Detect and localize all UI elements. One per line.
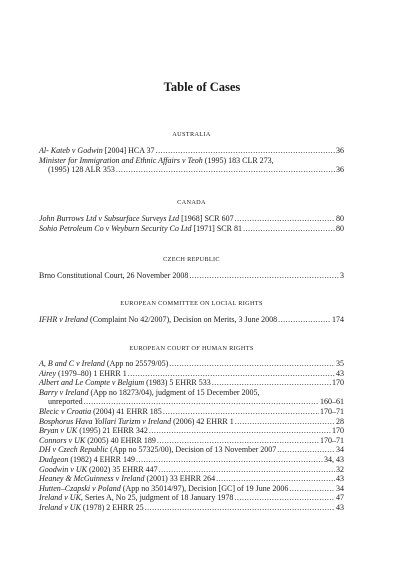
page-ref: 36 — [336, 146, 344, 155]
section-canada — [39, 198, 344, 233]
case-entry: Ireland v UK, Series A, No 25, judgment of 18 January 1978 ..... 47 — [39, 493, 344, 503]
page-title: Table of Cases — [163, 80, 241, 94]
section-heading: EUROPEAN COURT OF HUMAN RIGHTS — [129, 345, 254, 352]
case-entry: Airey (1979–80) 1 EHRR 1 ..... 43 — [39, 369, 344, 379]
page-ref: 80 — [336, 214, 344, 223]
case-entry: Bosphorus Hava Yollari Turizm v Ireland (2006) 42 EHRR 1 ..... 28 — [39, 417, 344, 427]
section-echr — [39, 344, 344, 513]
case-entry: Albert and Le Compte v Belgium (1983) 5 EHRR 533 ..... 170 — [39, 378, 344, 388]
page-ref: 43 — [336, 474, 344, 484]
section-heading: AUSTRALIA — [172, 131, 211, 138]
page-ref: 32 — [336, 464, 344, 474]
page-ref: 170 — [332, 426, 344, 436]
page-ref: 3 — [340, 271, 344, 280]
page-ref: 160–61 — [320, 397, 344, 407]
section-european-committee — [39, 299, 344, 325]
page-ref: 36 — [336, 165, 344, 175]
page-ref: 28 — [336, 416, 344, 426]
case-entry: Connors v UK (2005) 40 EHRR 189 ..... 170–71 — [39, 436, 344, 446]
section-czech-republic — [39, 255, 344, 281]
case-entry: Barry v Ireland (App no 18273/04), judgment of 15 December 2005, unreported ..... 160–61 — [39, 388, 344, 407]
case-entry: DH v Czech Republic (App no 57325/00), Decision of 13 November 2007 ..... 34 — [39, 445, 344, 455]
case-entry: Sohio Petroleum Co v Weyburn Security Co Ltd [1971] SCR 81 ..... 80 — [39, 224, 344, 234]
page-ref: 35 — [336, 359, 344, 368]
case-entry: A, B and C v Ireland (App no 25579/05) ..... 35 — [39, 359, 344, 369]
case-entry: Blecic v Croatia (2004) 41 EHRR 185 ..... 170–71 — [39, 407, 344, 417]
section-heading: EUROPEAN COMMITTEE ON LOCIAL RIGHTS — [120, 300, 263, 307]
section-heading: CANADA — [177, 199, 206, 206]
page-ref: 170 — [332, 378, 344, 388]
page-ref: 80 — [336, 223, 344, 233]
case-entry: Heaney & McGuinness v Ireland (2001) 33 EHRR 264 ..... 43 — [39, 474, 344, 484]
case-entry: John Burrows Ltd v Subsurface Surveys Ltd [1968] SCR 607 ..... 80 — [39, 214, 344, 224]
page-ref: 43 — [336, 368, 344, 378]
case-entry: Goodwin v UK (2002) 35 EHRR 447 ..... 32 — [39, 465, 344, 475]
case-entry: Hutten–Czapski v Poland (App no 35014/97), Decision [GC] of 19 June 2006 ..... 34 — [39, 484, 344, 494]
case-entry: Ireland v UK (1978) 2 EHRR 25 ..... 43 — [39, 503, 344, 513]
case-entry: IFHR v Ireland (Complaint No 42/2007), Decision on Merits, 3 June 2008 ..... 174 — [39, 315, 344, 325]
page-ref: 34 — [336, 445, 344, 455]
page-ref: 170–71 — [320, 435, 344, 445]
page-ref: 170–71 — [320, 406, 344, 416]
page-ref: 34 — [336, 483, 344, 493]
page-ref: 174 — [332, 315, 344, 324]
section-australia — [39, 130, 344, 175]
case-entry: Bryan v UK (1995) 21 EHRR 342 ..... 170 — [39, 426, 344, 436]
case-entry: Dudgeon (1982) 4 EHRR 149 ..... 34, 43 — [39, 455, 344, 465]
page-ref: 47 — [336, 493, 344, 503]
case-entry: Brno Constitutional Court, 26 November 2008 ..... 3 — [39, 271, 344, 281]
case-entry: Minister for Immigration and Ethnic Affairs v Teoh (1995) 183 CLR 273, (1995) 128 ALR 353 ..... 36 — [39, 156, 344, 175]
page-ref: 34, 43 — [324, 454, 344, 464]
case-entry: Al- Kateb v Godwin [2004] HCA 37 ..... 36 — [39, 146, 344, 156]
section-heading: CZECH REPUBLIC — [163, 256, 220, 263]
page-ref: 43 — [336, 502, 344, 512]
